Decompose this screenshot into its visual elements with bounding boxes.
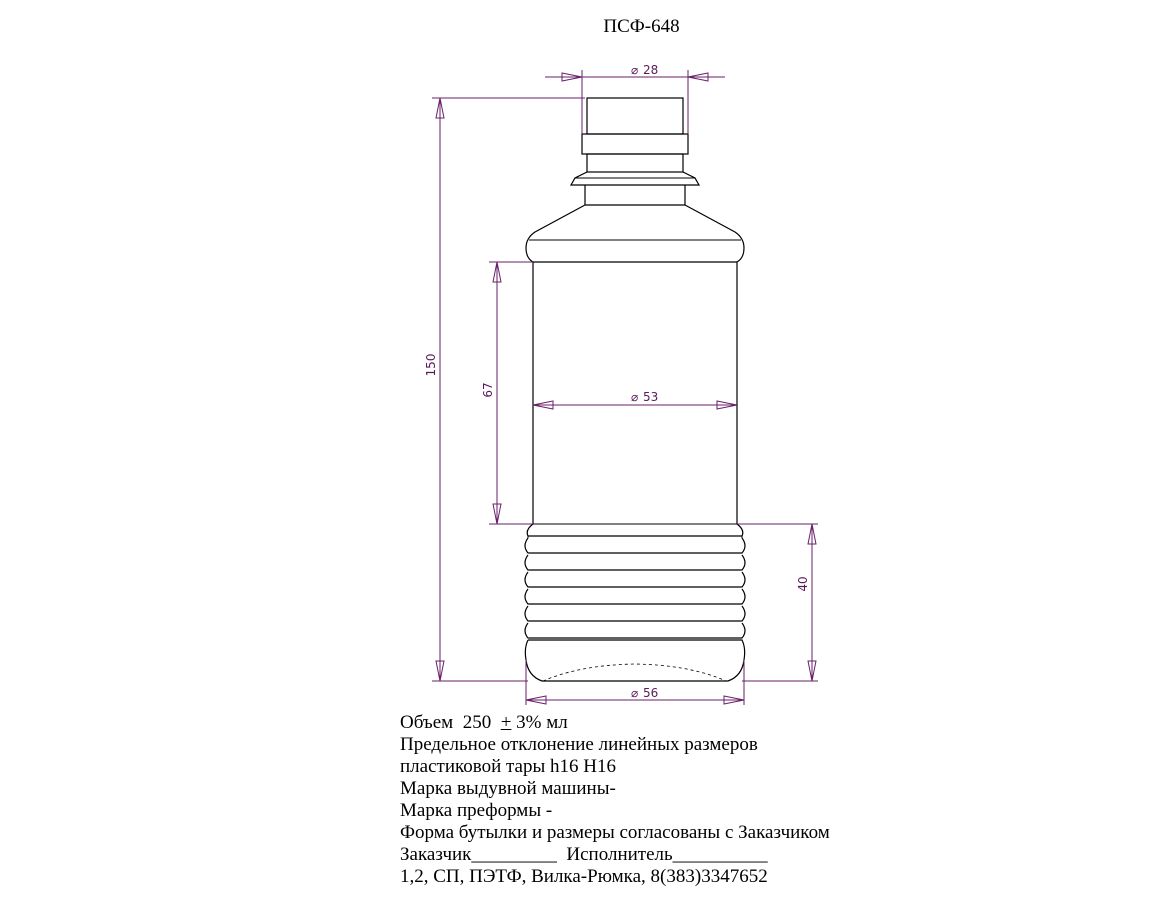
dim-label-base-diameter: 56 (643, 686, 659, 700)
dim-label-label-height: 67 (481, 382, 495, 398)
dimension-total-height (424, 98, 585, 681)
finish-ring (582, 134, 688, 154)
shoulder (526, 205, 744, 262)
neck (585, 185, 685, 205)
note-signatures: Заказчик_________ Исполнитель__________ (400, 844, 768, 865)
note-contact: 1,2, СП, ПЭТФ, Вилка-Рюмка, 8(383)3347652 (400, 866, 768, 887)
note-volume: Объем 250 + 3% мл (400, 712, 568, 733)
dimension-label-height (481, 262, 533, 524)
dim-label-total-height: 150 (424, 353, 438, 377)
base (525, 640, 744, 681)
drawing-title: ПСФ-648 (603, 16, 680, 37)
dim-diameter-symbol-neck: ⌀ (631, 63, 639, 77)
note-tolerance-class: пластиковой тары h16 H16 (400, 756, 616, 777)
dim-label-neck-diameter: 28 (643, 63, 659, 77)
dimension-base-diameter (526, 660, 744, 705)
note-blow-machine: Марка выдувной машины- (400, 778, 616, 799)
dimension-ribbed-height (737, 524, 818, 681)
specification-notes (400, 712, 830, 888)
finish-lower (587, 154, 683, 172)
base-petaloid (543, 664, 726, 681)
dim-label-body-diameter: 53 (643, 390, 659, 404)
dim-label-ribbed-height: 40 (796, 576, 810, 592)
note-preform: Марка преформы - (400, 800, 553, 821)
dim-diameter-symbol-base: ⌀ (631, 686, 639, 700)
note-approval: Форма бутылки и размеры согласованы с Заказчиком (400, 822, 830, 843)
ribbed-section (525, 524, 745, 638)
plus-minus-sign: + (500, 712, 512, 733)
note-tolerance: Предельное отклонение линейных размеров (400, 734, 758, 755)
dimension-body-diameter (533, 390, 737, 409)
dim-diameter-symbol-body: ⌀ (631, 390, 639, 404)
finish-top (587, 98, 683, 134)
